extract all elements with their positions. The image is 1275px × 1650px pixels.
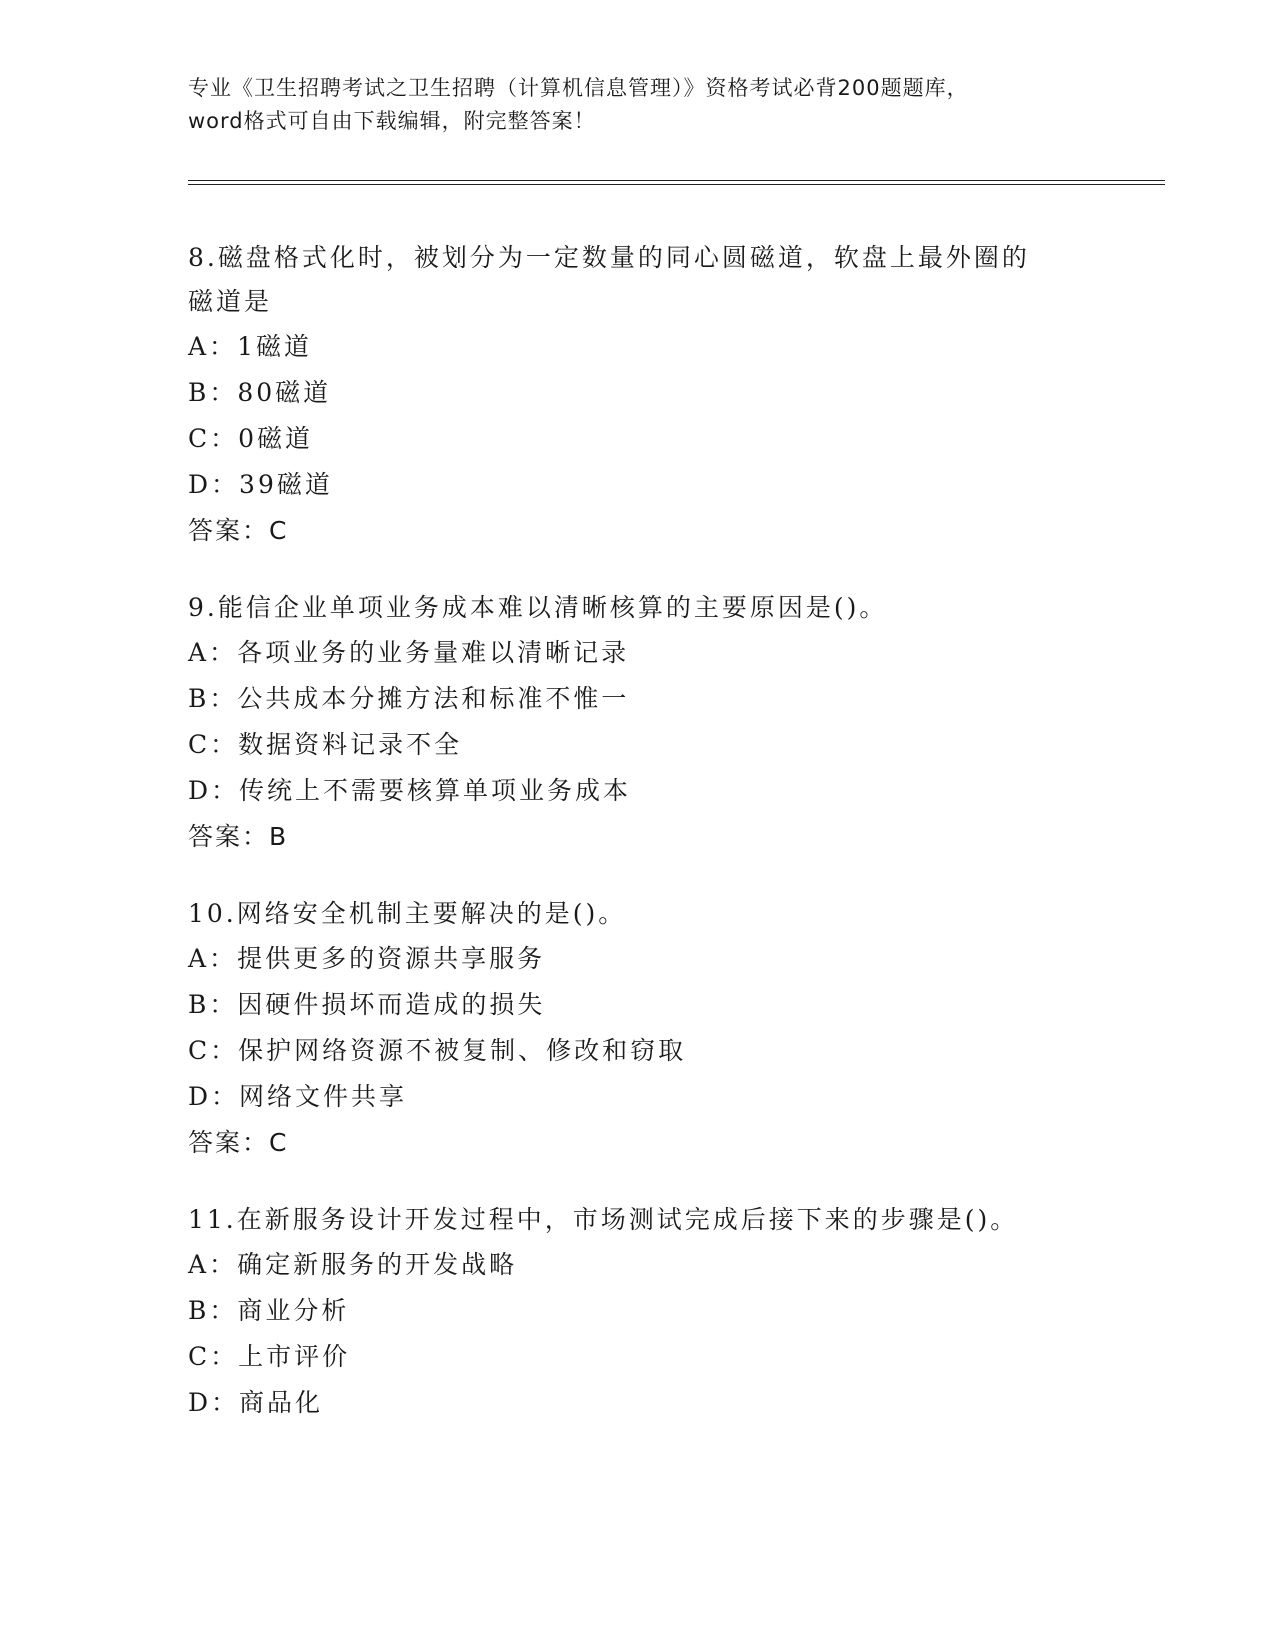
option-d [188, 462, 1088, 508]
option-key: D： [188, 776, 240, 805]
option-a [188, 324, 1088, 370]
option-text: 0磁道 [238, 424, 314, 453]
answer-line: 答案：C [188, 1128, 289, 1157]
option-text: 因硬件损坏而造成的损失 [237, 990, 546, 1019]
option-text: 确定新服务的开发战略 [237, 1250, 518, 1279]
option-a [188, 936, 1088, 982]
option-text: 网络文件共享 [239, 1082, 408, 1111]
option-text: 提供更多的资源共享服务 [237, 944, 546, 973]
header-divider-top [188, 180, 1165, 181]
option-text: 商业分析 [237, 1296, 350, 1325]
option-text: 39磁道 [239, 470, 333, 499]
option-key: C： [188, 1036, 239, 1065]
option-key: A： [188, 638, 238, 667]
option-text: 80磁道 [237, 378, 332, 407]
option-b [188, 982, 1088, 1028]
option-d [188, 1380, 1088, 1426]
question-stem: 10.网络安全机制主要解决的是()。 [188, 899, 627, 928]
option-b [188, 676, 1088, 722]
document-header [188, 72, 1088, 138]
option-d [188, 768, 1088, 814]
option-key: C： [188, 1342, 239, 1371]
option-a [188, 1242, 1088, 1288]
option-text: 各项业务的业务量难以清晰记录 [237, 638, 630, 667]
header-divider-bottom [188, 184, 1165, 185]
option-key: B： [188, 1296, 238, 1325]
answer-line: 答案：C [188, 516, 289, 545]
option-key: A： [188, 1250, 238, 1279]
option-d [188, 1074, 1088, 1120]
option-key: B： [188, 378, 238, 407]
question-11 [188, 1198, 1088, 1426]
option-key: D： [188, 470, 240, 499]
question-list [188, 236, 1088, 1458]
option-key: A： [188, 332, 238, 361]
option-text: 传统上不需要核算单项业务成本 [239, 776, 632, 805]
question-stem: 11.在新服务设计开发过程中，市场测试完成后接下来的步骤是()。 [188, 1205, 1019, 1234]
option-c [188, 416, 1088, 462]
question-10 [188, 892, 1088, 1166]
option-text: 商品化 [239, 1388, 324, 1417]
option-key: C： [188, 730, 239, 759]
question-8 [188, 236, 1088, 554]
option-c [188, 1334, 1088, 1380]
option-key: B： [188, 684, 238, 713]
option-b [188, 1288, 1088, 1334]
option-text: 保护网络资源不被复制、修改和窃取 [238, 1036, 687, 1065]
option-key: B： [188, 990, 238, 1019]
option-text: 1磁道 [237, 332, 312, 361]
header-line-1: 专业《卫生招聘考试之卫生招聘（计算机信息管理）》资格考试必背200题题库， [188, 76, 969, 100]
question-9 [188, 586, 1088, 860]
question-stem: 8.磁盘格式化时，被划分为一定数量的同心圆磁道，软盘上最外圈的 [188, 243, 1030, 272]
option-key: C： [188, 424, 239, 453]
question-stem: 9.能信企业单项业务成本难以清晰核算的主要原因是()。 [188, 593, 888, 622]
header-line-2: word格式可自由下载编辑，附完整答案！ [188, 109, 596, 133]
answer-line: 答案：B [188, 822, 289, 851]
option-a [188, 630, 1088, 676]
option-b [188, 370, 1088, 416]
option-text: 上市评价 [238, 1342, 351, 1371]
option-c [188, 722, 1088, 768]
option-key: A： [188, 944, 238, 973]
question-stem-continued: 磁道是 [188, 287, 273, 316]
option-text: 数据资料记录不全 [238, 730, 463, 759]
option-text: 公共成本分摊方法和标准不惟一 [237, 684, 630, 713]
option-key: D： [188, 1082, 240, 1111]
option-c [188, 1028, 1088, 1074]
option-key: D： [188, 1388, 240, 1417]
